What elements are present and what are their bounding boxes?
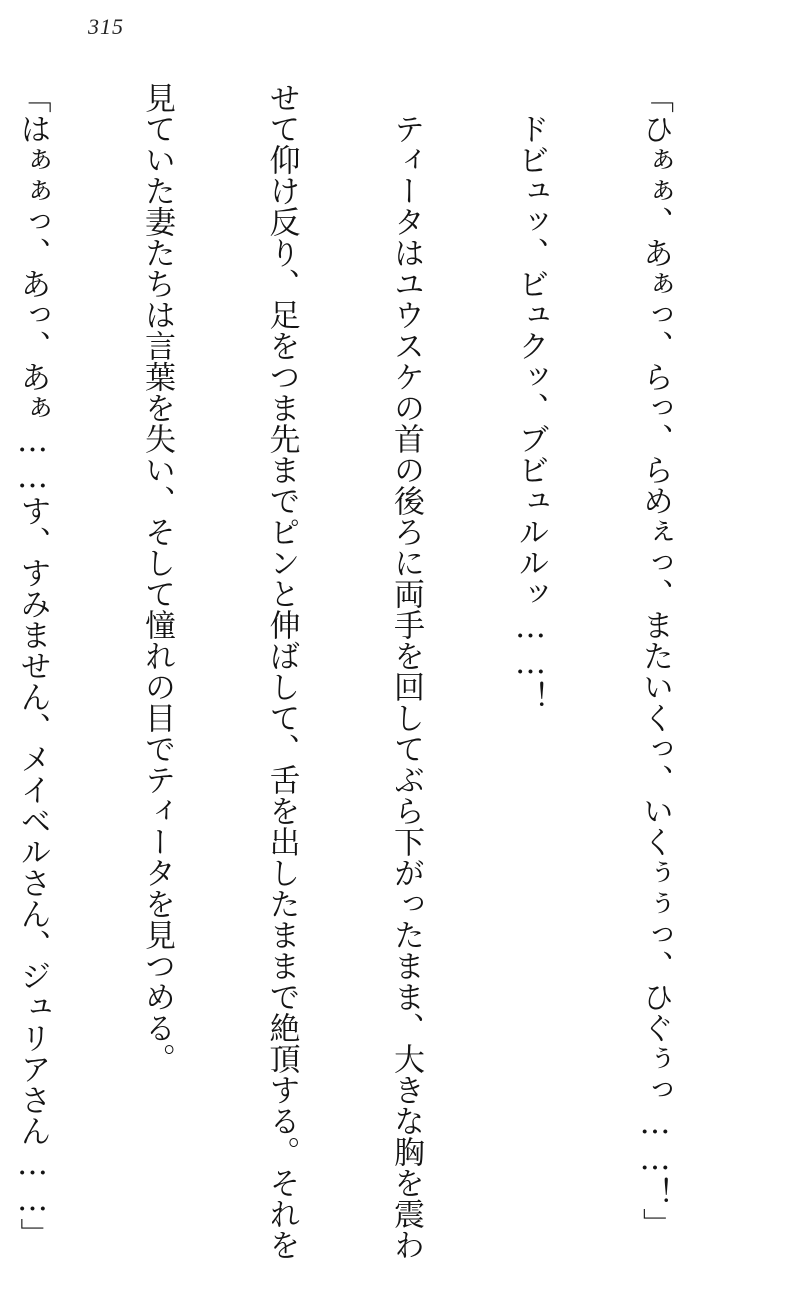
novel-text-body	[0, 82, 758, 1260]
text-line: 「はぁぁっ、あっ、あぁ……す、すみません、メイベルさん、ジュリアさん……」	[14, 82, 51, 1249]
page-number: 315	[88, 14, 124, 39]
text-line: ティータはユウスケの首の後ろに両手を回してぶら下がったまま、大きな胸を震わ	[388, 82, 424, 1260]
text-line: 「ひぁぁ、あぁっ、らっ、らめぇっ、またいくっ、いくぅぅっ、ひぐぅっ……！」	[637, 82, 673, 1239]
text-line: せて仰け反り、足をつま先までピンと伸ばして、舌を出したままで絶頂する。それを	[263, 82, 300, 1260]
text-line: ドビュッ、ビュクッ、ブビュルルッ……！	[512, 82, 549, 712]
text-line: 見ていた妻たちは言葉を失い、そして憧れの目でティータを見つめる。	[139, 82, 175, 1074]
